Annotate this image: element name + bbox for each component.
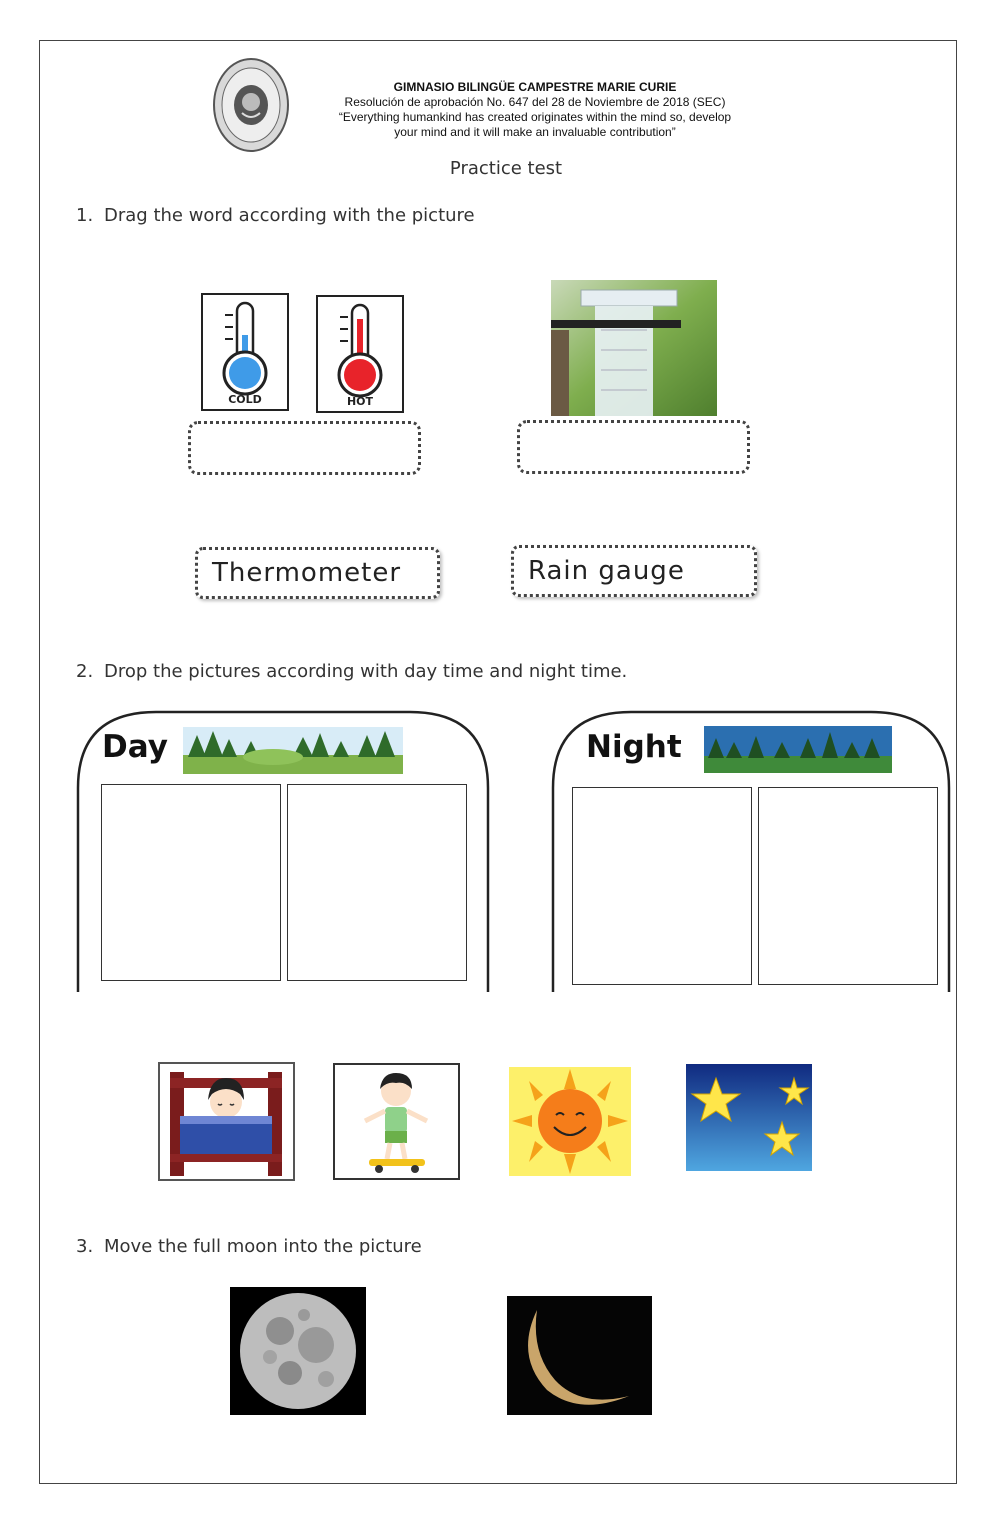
crescent-moon-icon <box>507 1296 652 1415</box>
motto-line-2: your mind and it will make an invaluable contribution” <box>394 125 676 139</box>
cold-label: COLD <box>228 393 262 406</box>
rain-gauge-picture <box>551 280 717 416</box>
question-3 <box>76 1236 422 1257</box>
question-1-number: 1. <box>76 205 94 226</box>
question-2-text: Drop the pictures according with day time and night time. <box>104 661 628 682</box>
school-header <box>310 80 760 140</box>
drop-target-rain-gauge[interactable] <box>517 420 750 474</box>
motto-line-1: “Everything humankind has created originates within the mind so, develop <box>338 110 732 124</box>
hot-label: HOT <box>346 395 374 408</box>
question-1 <box>76 205 475 226</box>
question-2 <box>76 661 627 682</box>
night-landscape-icon <box>704 726 892 773</box>
sun-icon <box>509 1067 631 1176</box>
day-landscape-picture <box>183 727 403 774</box>
crescent-moon-picture <box>507 1296 652 1415</box>
question-3-number: 3. <box>76 1236 94 1257</box>
night-drop-slot-1[interactable] <box>572 787 752 985</box>
night-label: Night <box>586 729 682 765</box>
stars-icon <box>686 1064 812 1171</box>
rain-gauge-icon <box>551 280 717 416</box>
girl-sleeping-picture[interactable] <box>158 1062 295 1181</box>
word-card-rain-gauge[interactable]: Rain gauge <box>511 545 757 597</box>
drop-target-thermometer[interactable] <box>188 421 421 475</box>
boy-skateboarding-icon <box>335 1065 458 1178</box>
cold-thermometer-icon <box>203 295 287 409</box>
girl-sleeping-icon <box>160 1064 293 1179</box>
question-3-text: Move the full moon into the picture <box>104 1236 422 1257</box>
full-moon-icon <box>230 1287 366 1415</box>
word-card-thermometer[interactable]: Thermometer <box>195 547 440 599</box>
question-2-number: 2. <box>76 661 94 682</box>
day-landscape-icon <box>183 727 403 774</box>
school-seal <box>212 55 290 155</box>
school-name: GIMNASIO BILINGÜE CAMPESTRE MARIE CURIE <box>393 80 677 94</box>
day-label: Day <box>102 729 168 765</box>
night-landscape-picture <box>704 726 892 773</box>
full-moon-picture[interactable] <box>230 1287 366 1415</box>
resolution-text: Resolución de aprobación No. 647 del 28 de Noviembre de 2018 (SEC) <box>344 95 726 109</box>
cold-thermometer-picture <box>201 293 289 411</box>
boy-skateboarding-picture[interactable] <box>333 1063 460 1180</box>
hot-thermometer-picture <box>316 295 404 413</box>
smiling-stars-picture[interactable] <box>686 1064 812 1171</box>
day-drop-slot-1[interactable] <box>101 784 281 981</box>
question-1-text: Drag the word according with the picture <box>104 205 475 226</box>
hot-thermometer-icon <box>318 297 402 411</box>
night-drop-slot-2[interactable] <box>758 787 938 985</box>
page-title: Practice test <box>449 158 563 179</box>
day-drop-slot-2[interactable] <box>287 784 467 981</box>
smiling-sun-picture[interactable] <box>509 1067 631 1176</box>
